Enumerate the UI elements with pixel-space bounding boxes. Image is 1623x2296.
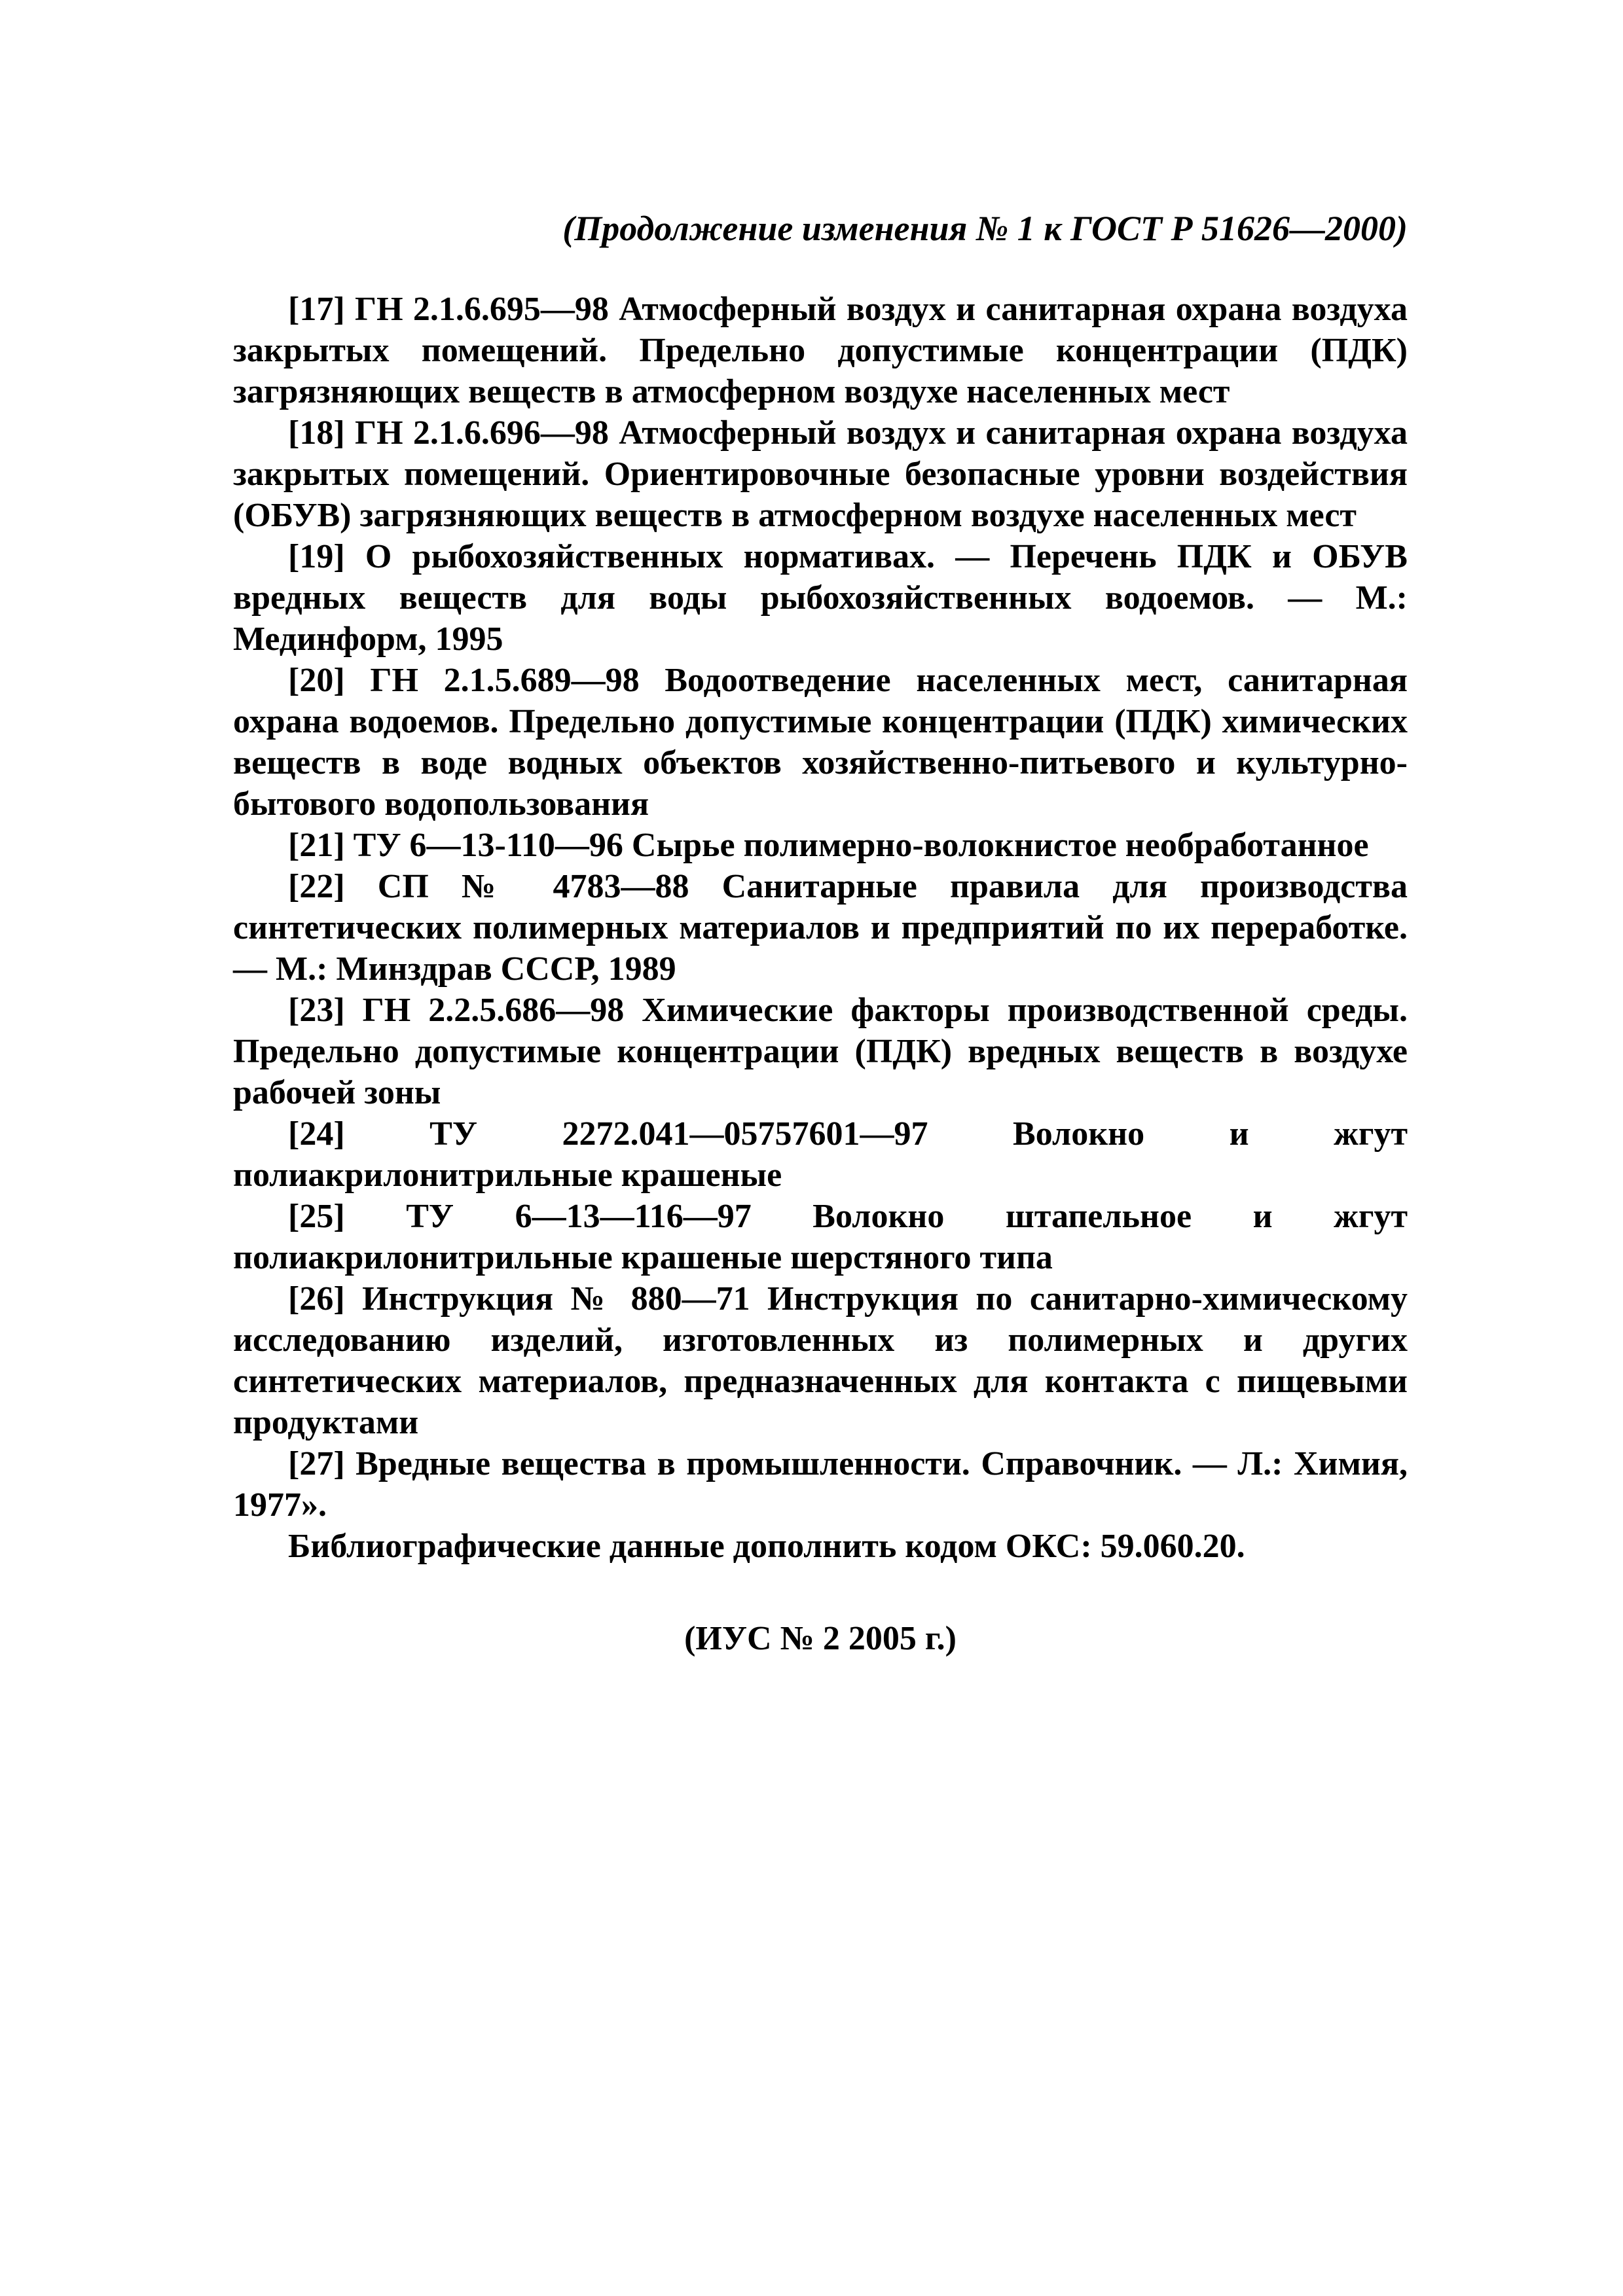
reference-item: [19] О рыбохозяйственных нормативах. — Перечень ПДК и ОБУВ вредных веществ для воды рыбохозяйственных водоемов. — М.: Мединформ, 1995	[233, 538, 1408, 658]
page-content	[233, 208, 1408, 1659]
reference-item: [24] ТУ 2272.041—05757601—97 Волокно и жгут полиакрилонитрильные крашеные	[233, 1115, 1408, 1194]
reference-list	[233, 289, 1408, 1526]
reference-item: [20] ГН 2.1.5.689—98 Водоотведение населенных мест, санитарная охрана водоемов. Предельно допустимые концентрации (ПДК) химических веществ в воде водных объектов хозяйственно-питьевого и культурно-бытового водопользования	[233, 662, 1408, 823]
reference-item: [22] СП № 4783—88 Санитарные правила для производства синтетических полимерных материалов и предприятий по их переработке. — М.: Минздрав СССР, 1989	[233, 868, 1408, 988]
reference-item: [25] ТУ 6—13—116—97 Волокно штапельное и жгут полиакрилонитрильные крашеные шерстяного типа	[233, 1198, 1408, 1276]
reference-item: [26] Инструкция № 880—71 Инструкция по санитарно-химическому исследованию изделий, изготовленных из полимерных и других синтетических материалов, предназначенных для контакта с пищевыми продуктами	[233, 1280, 1408, 1441]
reference-item: [27] Вредные вещества в промышленности. Справочник. — Л.: Химия, 1977».	[233, 1445, 1408, 1524]
bibliographic-note: Библиографические данные дополнить кодом ОКС: 59.060.20.	[288, 1528, 1245, 1565]
reference-item: [23] ГН 2.2.5.686—98 Химические факторы производственной среды. Предельно допустимые концентрации (ПДК) вредных веществ в воздухе рабочей зоны	[233, 992, 1408, 1111]
reference-item: [17] ГН 2.1.6.695—98 Атмосферный воздух и санитарная охрана воздуха закрытых помещений. Предельно допустимые концентрации (ПДК) загрязняющих веществ в атмосферном воздухе населенных мест	[233, 291, 1408, 410]
reference-item: [21] ТУ 6—13-110—96 Сырье полимерно-волокнистое необработанное	[288, 827, 1369, 864]
issue-reference: (ИУС № 2 2005 г.)	[684, 1620, 957, 1657]
running-header: (Продолжение изменения № 1 к ГОСТ Р 51626—2000)	[562, 209, 1408, 248]
reference-item: [18] ГН 2.1.6.696—98 Атмосферный воздух и санитарная охрана воздуха закрытых помещений. Ориентировочные безопасные уровни воздействия (ОБУВ) загрязняющих веществ в атмосферном воздухе населенных мест	[233, 414, 1408, 534]
